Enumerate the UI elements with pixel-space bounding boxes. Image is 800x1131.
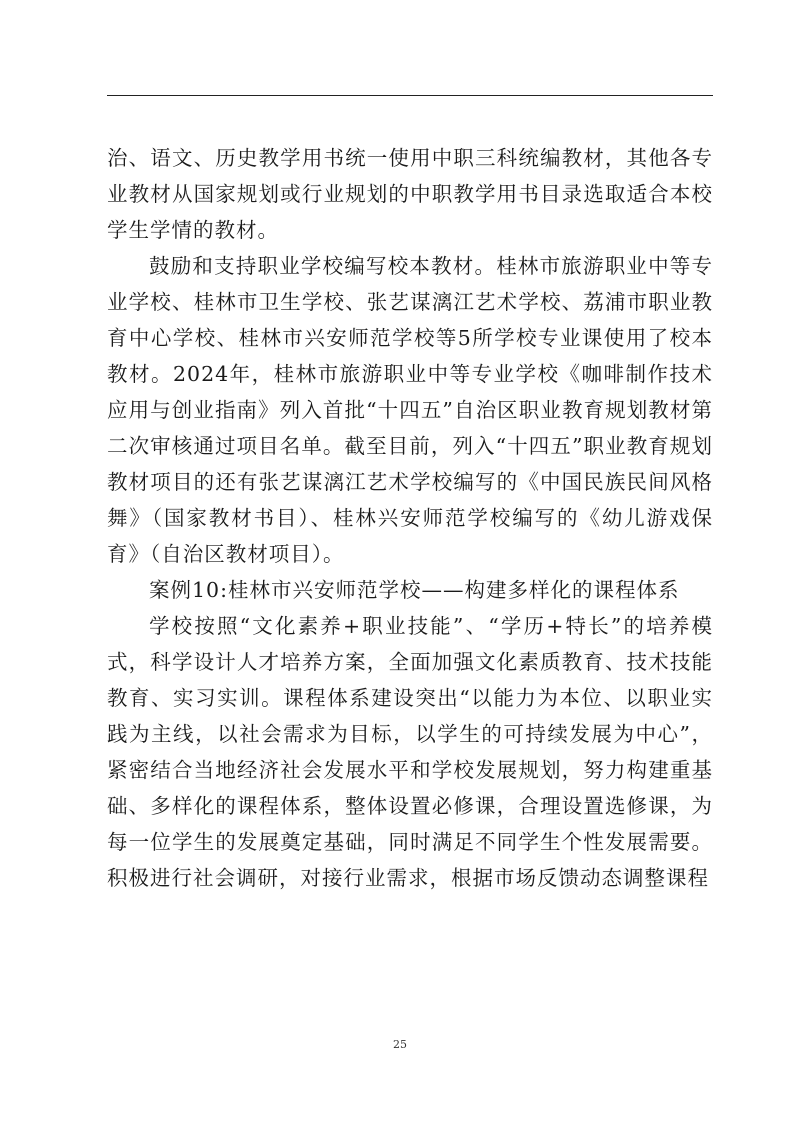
- document-body: [107, 140, 713, 896]
- paragraph-continuation: 治、语文、历史教学用书统一使用中职三科统编教材，其他各专业教材从国家规划或行业规划的中职教学用书目录选取适合本校学生学情的教材。: [107, 146, 713, 242]
- case-heading: 案例10:桂林市兴安师范学校——构建多样化的课程体系: [149, 578, 680, 602]
- header-rule: [107, 95, 713, 96]
- paragraph-case-description: 学校按照“文化素养+职业技能”、“学历+特长”的培养模式，科学设计人才培养方案，全面加强文化素质教育、技术技能教育、实习实训。课程体系建设突出“以能力为本位、以职业实践为主线，以社会需求为目标，以学生的可持续发展为中心”，紧密结合当地经济社会发展水平和学校发展规划，努力构建重基础、多样化的课程体系，整体设置必修课，合理设置选修课，为每一位学生的发展奠定基础，同时满足不同学生个性发展需要。积极进行社会调研，对接行业需求，根据市场反馈动态调整课程: [107, 614, 713, 890]
- paragraph-textbook-compilation: 鼓励和支持职业学校编写校本教材。桂林市旅游职业中等专业学校、桂林市卫生学校、张艺谋漓江艺术学校、荔浦市职业教育中心学校、桂林市兴安师范学校等5所学校专业课使用了校本教材。2024年，桂林市旅游职业中等专业学校《咖啡制作技术应用与创业指南》列入首批“十四五”自治区职业教育规划教材第二次审核通过项目名单。截至目前，列入“十四五”职业教育规划教材项目的还有张艺谋漓江艺术学校编写的《中国民族民间风格舞》（国家教材书目）、桂林兴安师范学校编写的《幼儿游戏保育》（自治区教材项目）。: [107, 254, 713, 566]
- page-number: 25: [393, 1038, 407, 1051]
